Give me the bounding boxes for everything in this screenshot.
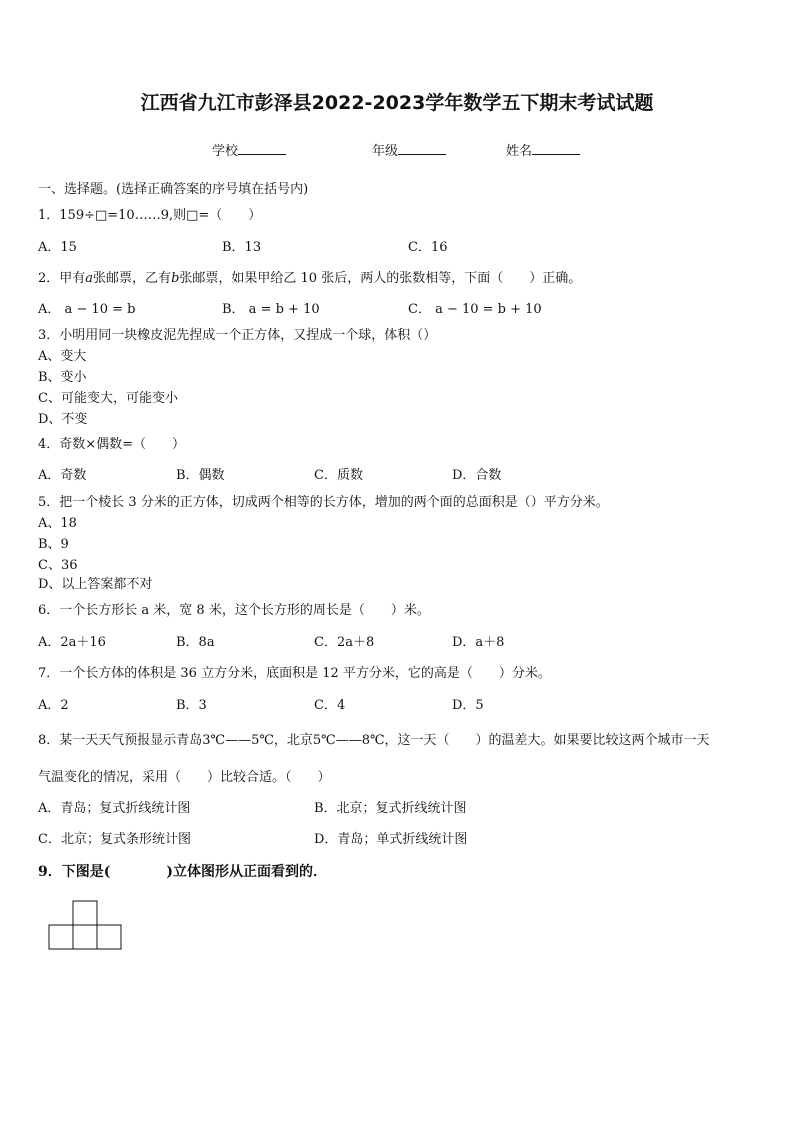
question-8-option-d: D．青岛；单式折线统计图 — [314, 832, 468, 847]
question-6-option-b: B．8a — [176, 635, 215, 650]
question-3-option-a: A、变大 — [38, 349, 87, 364]
question-2-stem-b: 张邮票，乙有 — [93, 271, 172, 286]
question-3-option-c: C、可能变大，可能变小 — [38, 391, 178, 406]
question-8-option-b: B．北京；复式折线统计图 — [314, 801, 467, 816]
question-5-stem: 5．把一个棱长 3 分米的正方体，切成两个相等的长方体，增加的两个面的总面积是（）平方分米。 — [38, 495, 609, 510]
question-6-stem: 6．一个长方形长 a 米，宽 8 米，这个长方形的周长是（ ）米。 — [38, 603, 430, 618]
question-3-stem: 3．小明用同一块橡皮泥先捏成一个正方体，又捏成一个球，体积（） — [38, 328, 437, 343]
name-label: 姓名 — [506, 144, 533, 159]
question-4-option-d: D．合数 — [452, 468, 502, 483]
question-4-option-b: B．偶数 — [176, 468, 225, 483]
grade-label: 年级 — [372, 144, 399, 159]
question-7-stem: 7．一个长方体的体积是 36 立方分米，底面积是 12 平方分米，它的高是（ ）分米。 — [38, 666, 551, 681]
question-7-option-b: B．3 — [176, 698, 207, 713]
question-8-option-c: C．北京；复式条形统计图 — [38, 832, 191, 847]
question-5-option-c: C、36 — [38, 558, 78, 573]
name-field — [506, 142, 580, 160]
question-7-option-d: D．5 — [452, 698, 484, 713]
question-2-stem-c: 张邮票，如果甲给乙 10 张后，两人的张数相等，下面（ ）正确。 — [179, 271, 582, 286]
question-4-option-c: C．质数 — [314, 468, 363, 483]
figure-bottom-middle-square — [73, 925, 97, 949]
question-4-option-a: A．奇数 — [38, 468, 87, 483]
front-view-figure — [48, 900, 122, 950]
grade-blank — [398, 142, 446, 155]
question-8-stem: 8．某一天天气预报显示青岛3℃——5℃，北京5℃——8℃，这一天（ ）的温差大。如果要比较这两个城市一天 — [38, 733, 710, 748]
question-5-option-b: B、9 — [38, 537, 69, 552]
school-blank — [238, 142, 286, 155]
question-6-option-d: D．a＋8 — [452, 635, 505, 650]
figure-bottom-left-square — [49, 925, 73, 949]
page-title: 江西省九江市彭泽县2022-2023学年数学五下期末考试试题 — [140, 92, 654, 114]
name-blank — [532, 142, 580, 155]
question-8-stem-continued: 气温变化的情况，采用（ ）比较合适。（ ） — [38, 770, 331, 785]
question-8-option-a: A．青岛；复式折线统计图 — [38, 801, 191, 816]
question-6-option-a: A．2a＋16 — [38, 635, 106, 650]
question-1-stem: 1．159÷□=10……9,则□=（ ） — [38, 208, 262, 223]
school-field — [212, 142, 286, 160]
question-3-option-b: B、变小 — [38, 370, 87, 385]
question-1-option-b: B．13 — [222, 240, 262, 255]
question-2-var-a: a — [85, 271, 94, 286]
question-1-option-c: C．16 — [408, 240, 448, 255]
question-2-option-a: A． a − 10 = b — [38, 302, 136, 317]
figure-bottom-right-square — [97, 925, 121, 949]
figure-top-square — [73, 901, 97, 925]
question-5-option-d: D、以上答案都不对 — [38, 577, 153, 592]
question-7-option-a: A．2 — [38, 698, 69, 713]
question-4-stem: 4．奇数×偶数=（ ） — [38, 437, 186, 452]
question-2-option-b: B． a = b + 10 — [222, 302, 320, 317]
question-2-stem-a: 2．甲有 — [38, 271, 86, 286]
question-9-stem: 9．下图是( )立体图形从正面看到的． — [38, 864, 327, 880]
question-1-option-a: A．15 — [38, 240, 77, 255]
question-2-var-b: b — [171, 271, 180, 286]
question-2-option-c: C． a − 10 = b + 10 — [408, 302, 542, 317]
question-5-option-a: A、18 — [38, 516, 77, 531]
question-7-option-c: C．4 — [314, 698, 346, 713]
section-heading: 一、选择题。(选择正确答案的序号填在括号内) — [38, 182, 309, 197]
question-3-option-d: D、不变 — [38, 412, 88, 427]
grade-field — [372, 142, 446, 160]
question-2-stem — [38, 271, 581, 287]
school-label: 学校 — [212, 144, 239, 159]
question-6-option-c: C．2a＋8 — [314, 635, 375, 650]
